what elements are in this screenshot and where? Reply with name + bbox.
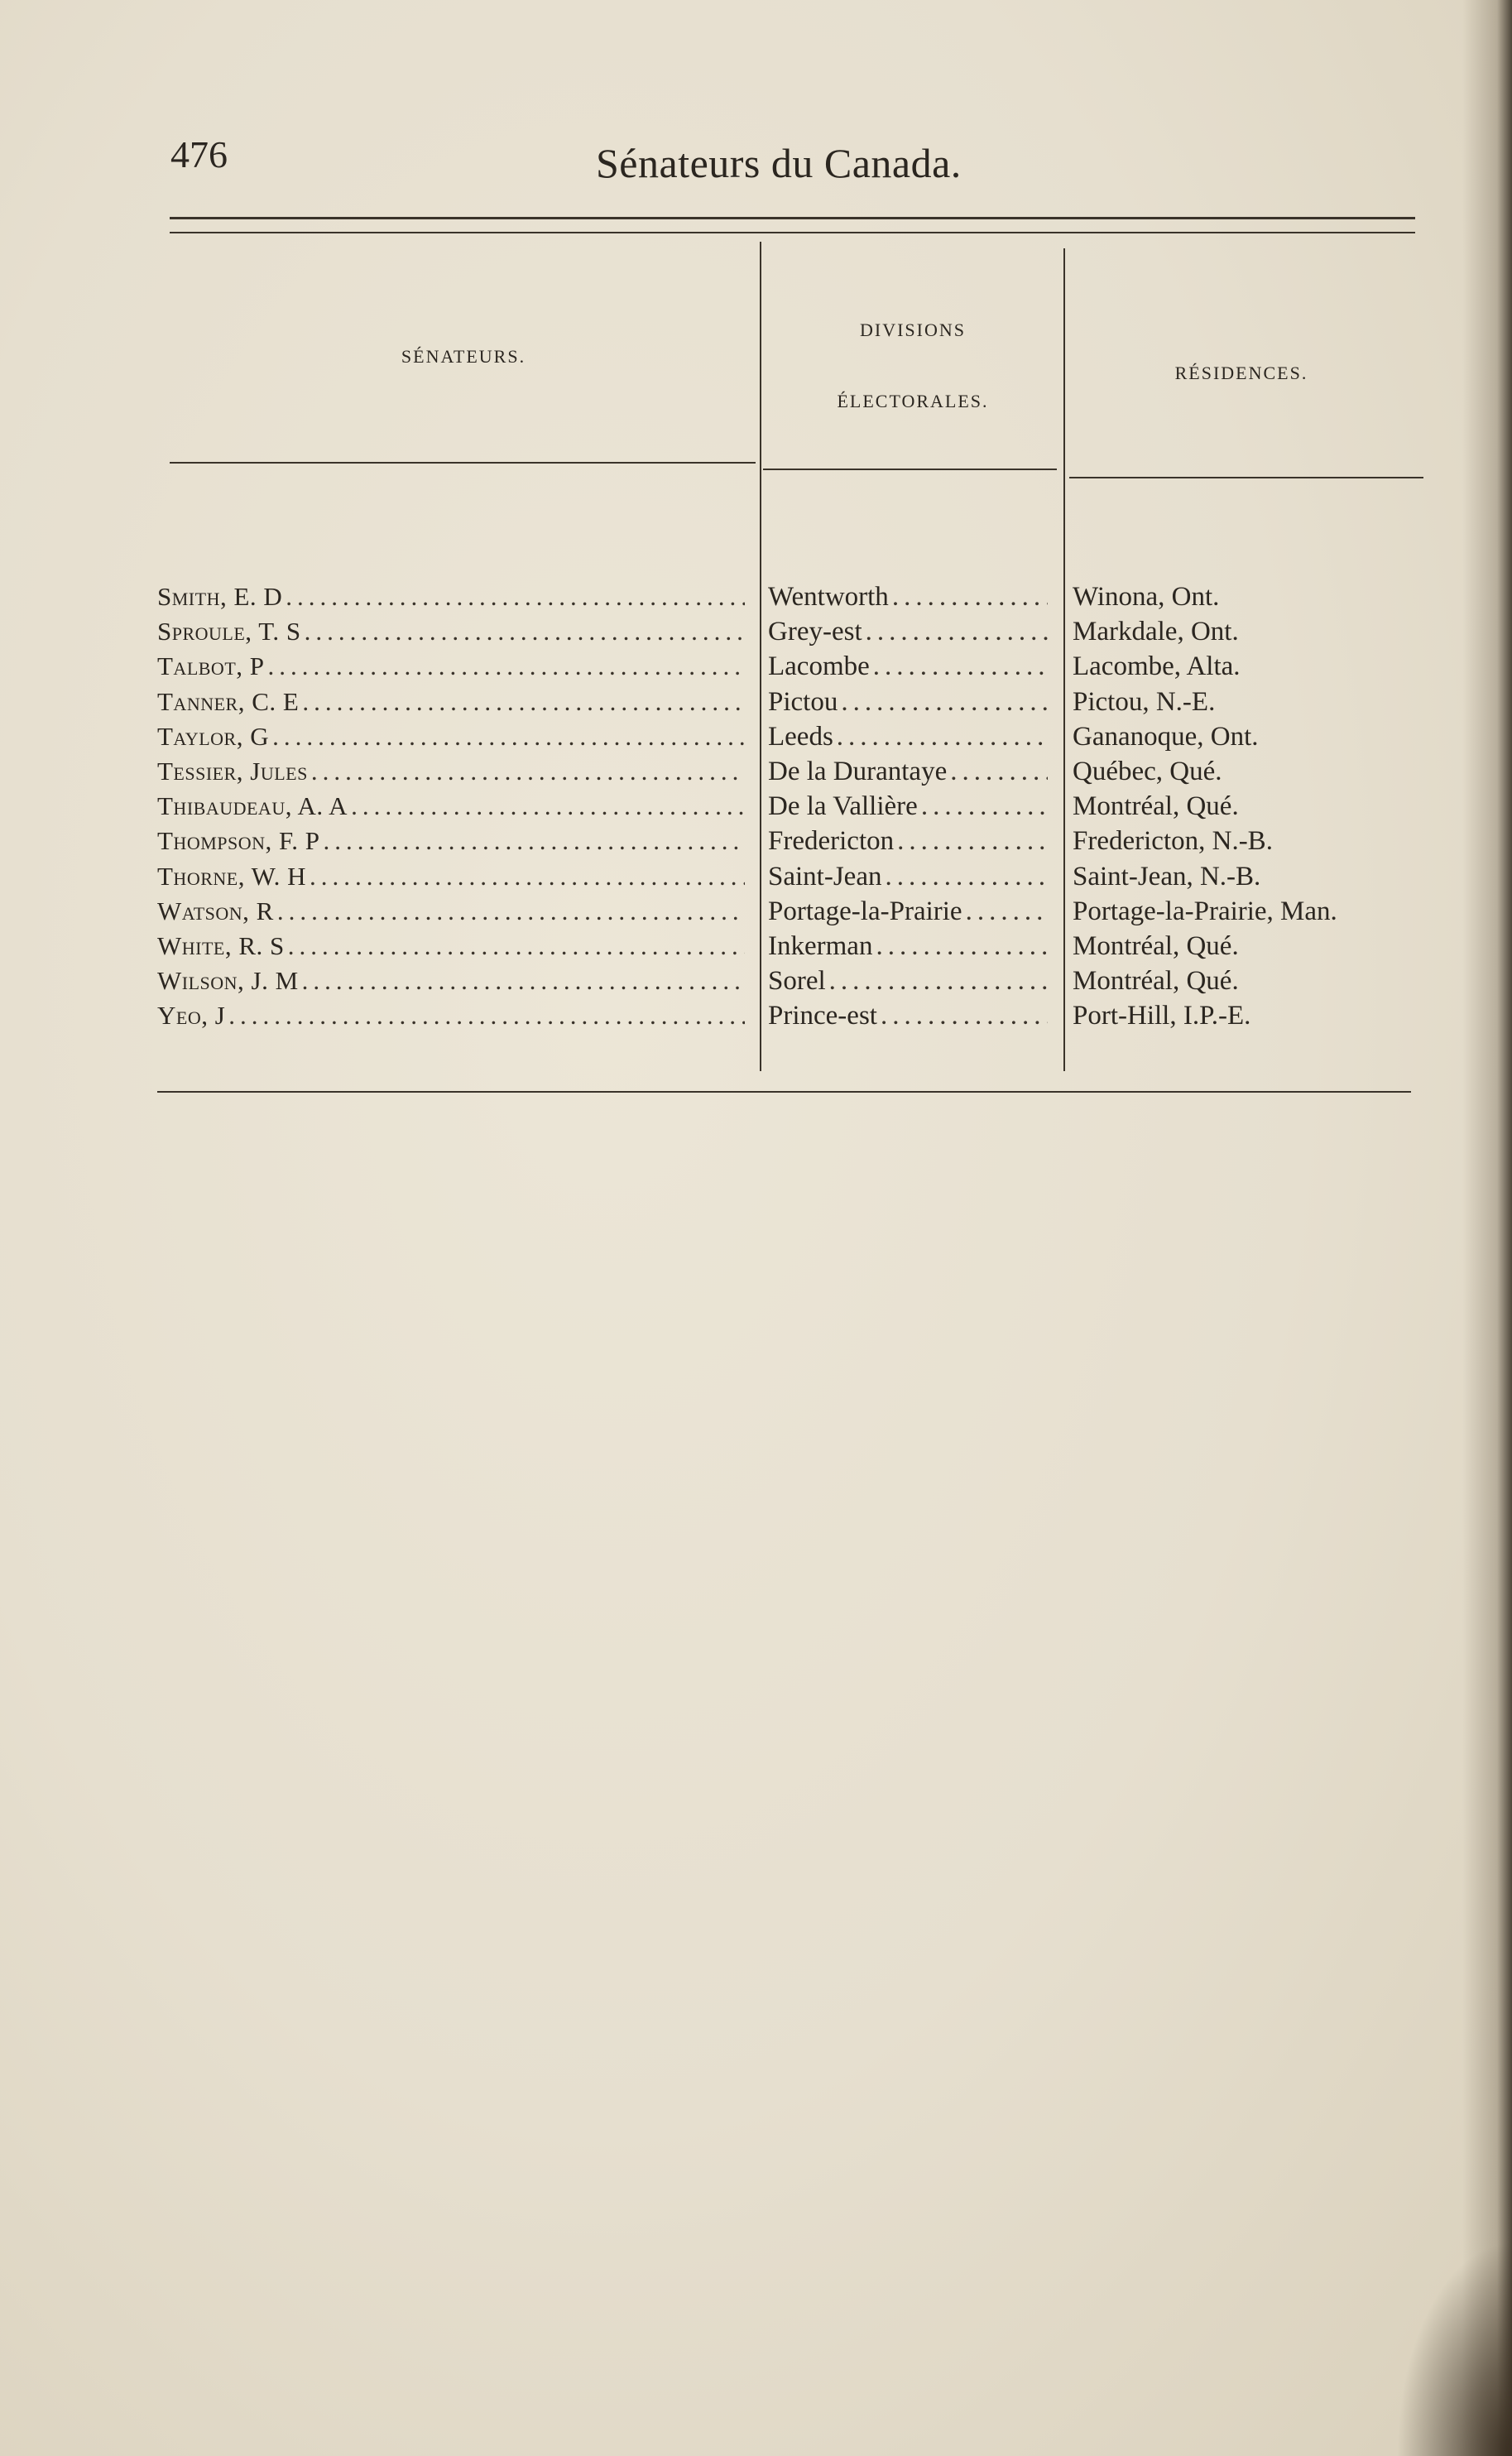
division-name: Wentworth [768,582,889,612]
list-item [157,964,745,998]
dot-leader [921,789,1048,824]
dot-leader [881,998,1048,1033]
senator-name: Wilson, J. M [157,966,299,996]
division-name: Fredericton [768,826,895,857]
dot-leader [311,754,745,789]
dot-leader [288,929,745,964]
residence-name: Montréal, Qué. [1073,930,1239,961]
senator-name: Sproule, T. S [157,617,301,646]
list-item [157,649,745,684]
senator-name: Thompson, F. P [157,826,320,856]
header-residences: RÉSIDENCES. [1174,363,1308,383]
divisions-column [768,579,1048,1033]
division-name: De la Durantaye [768,756,948,786]
division-name: De la Vallière [768,791,918,822]
division-name: Inkerman [768,930,873,961]
column-divider-1 [760,242,761,1071]
list-item [768,859,1048,894]
top-rule-thin [170,232,1415,233]
division-name: Saint-Jean [768,861,882,892]
list-item [768,754,1048,789]
dot-leader [310,859,745,894]
dot-leader [892,579,1048,614]
dot-leader [897,824,1048,858]
residence-name: Markdale, Ont. [1073,617,1239,647]
senator-name: Yeo, J [157,1001,226,1031]
list-item [1073,824,1420,858]
senator-name: Taylor, G [157,721,270,751]
residence-name: Winona, Ont. [1073,582,1220,612]
dot-leader [966,894,1048,929]
residence-name: Gananoque, Ont. [1073,721,1259,752]
list-item [1073,929,1420,964]
list-item [157,929,745,964]
dot-leader [885,859,1048,894]
dot-leader [876,929,1048,964]
list-item [1073,719,1420,754]
list-item [1073,998,1420,1033]
list-item [157,754,745,789]
header-rule-divisions [763,469,1057,470]
page-corner-shadow [1396,2241,1512,2456]
list-item [768,685,1048,719]
residence-name: Portage-la-Prairie, Man. [1073,896,1337,926]
header-rule-residences [1069,477,1423,478]
list-item [157,859,745,894]
residence-name: Port-Hill, I.P.-E. [1073,1001,1251,1031]
dot-leader [305,614,745,649]
list-item [1073,649,1420,684]
list-item [1073,859,1420,894]
dot-leader [829,964,1048,998]
dot-leader [272,719,745,754]
senator-name: Talbot, P [157,651,265,681]
senators-column [157,579,745,1033]
senator-name: Smith, E. D [157,582,283,611]
list-item [768,719,1048,754]
division-name: Leeds [768,721,833,752]
residence-name: Fredericton, N.-B. [1073,826,1273,857]
residence-name: Lacombe, Alta. [1073,651,1241,682]
list-item [1073,685,1420,719]
senator-name: Thibaudeau, A. A [157,791,348,821]
residence-name: Pictou, N.-E. [1073,686,1216,717]
list-item [768,998,1048,1033]
list-item [768,649,1048,684]
dot-leader [837,719,1048,754]
list-item [157,685,745,719]
senator-name: Watson, R [157,896,274,925]
bottom-rule [157,1091,1411,1093]
list-item [768,789,1048,824]
list-item [768,929,1048,964]
list-item [1073,789,1420,824]
dot-leader [286,579,745,614]
dot-leader [950,754,1048,789]
list-item [157,614,745,649]
residences-column [1073,579,1420,1033]
dot-leader [228,998,745,1033]
list-item [768,964,1048,998]
list-item [157,719,745,754]
dot-leader [324,824,745,858]
residence-name: Montréal, Qué. [1073,791,1239,822]
dot-leader [302,964,745,998]
header-divisions-line1: DIVISIONS [860,320,966,340]
list-item [157,579,745,614]
dot-leader [302,685,745,719]
residence-name: Québec, Qué. [1073,756,1222,786]
header-senators: SÉNATEURS. [401,346,526,367]
dot-leader [277,894,745,929]
division-name: Lacombe [768,651,870,682]
senator-name: Tanner, C. E [157,686,300,716]
dot-leader [351,789,745,824]
column-divider-2 [1063,248,1065,1071]
division-name: Grey-est [768,617,862,647]
list-item [157,789,745,824]
list-item [1073,579,1420,614]
division-name: Portage-la-Prairie [768,896,962,926]
list-item [1073,614,1420,649]
residence-name: Saint-Jean, N.-B. [1073,861,1261,892]
senator-name: Tessier, Jules [157,756,308,786]
division-name: Prince-est [768,1001,877,1031]
dot-leader [866,614,1048,649]
list-item [768,824,1048,858]
list-item [157,894,745,929]
page-title: Sénateurs du Canada. [596,140,962,186]
list-item [768,579,1048,614]
senator-name: White, R. S [157,930,285,960]
division-name: Sorel [768,966,826,997]
header-divisions-line2: ÉLECTORALES. [837,391,989,411]
dot-leader [873,649,1048,684]
dot-leader [268,649,745,684]
list-item [157,824,745,858]
list-item [768,894,1048,929]
list-item [1073,964,1420,998]
dot-leader [841,685,1048,719]
header-rule-senators [170,462,756,464]
page-number: 476 [170,133,228,175]
senator-name: Thorne, W. H [157,861,306,891]
page-shadow-edge [1462,0,1512,2456]
list-item [768,614,1048,649]
top-rule-thick [170,217,1415,219]
residence-name: Montréal, Qué. [1073,966,1239,997]
list-item [1073,894,1420,929]
list-item [157,998,745,1033]
list-item [1073,754,1420,789]
division-name: Pictou [768,686,838,717]
